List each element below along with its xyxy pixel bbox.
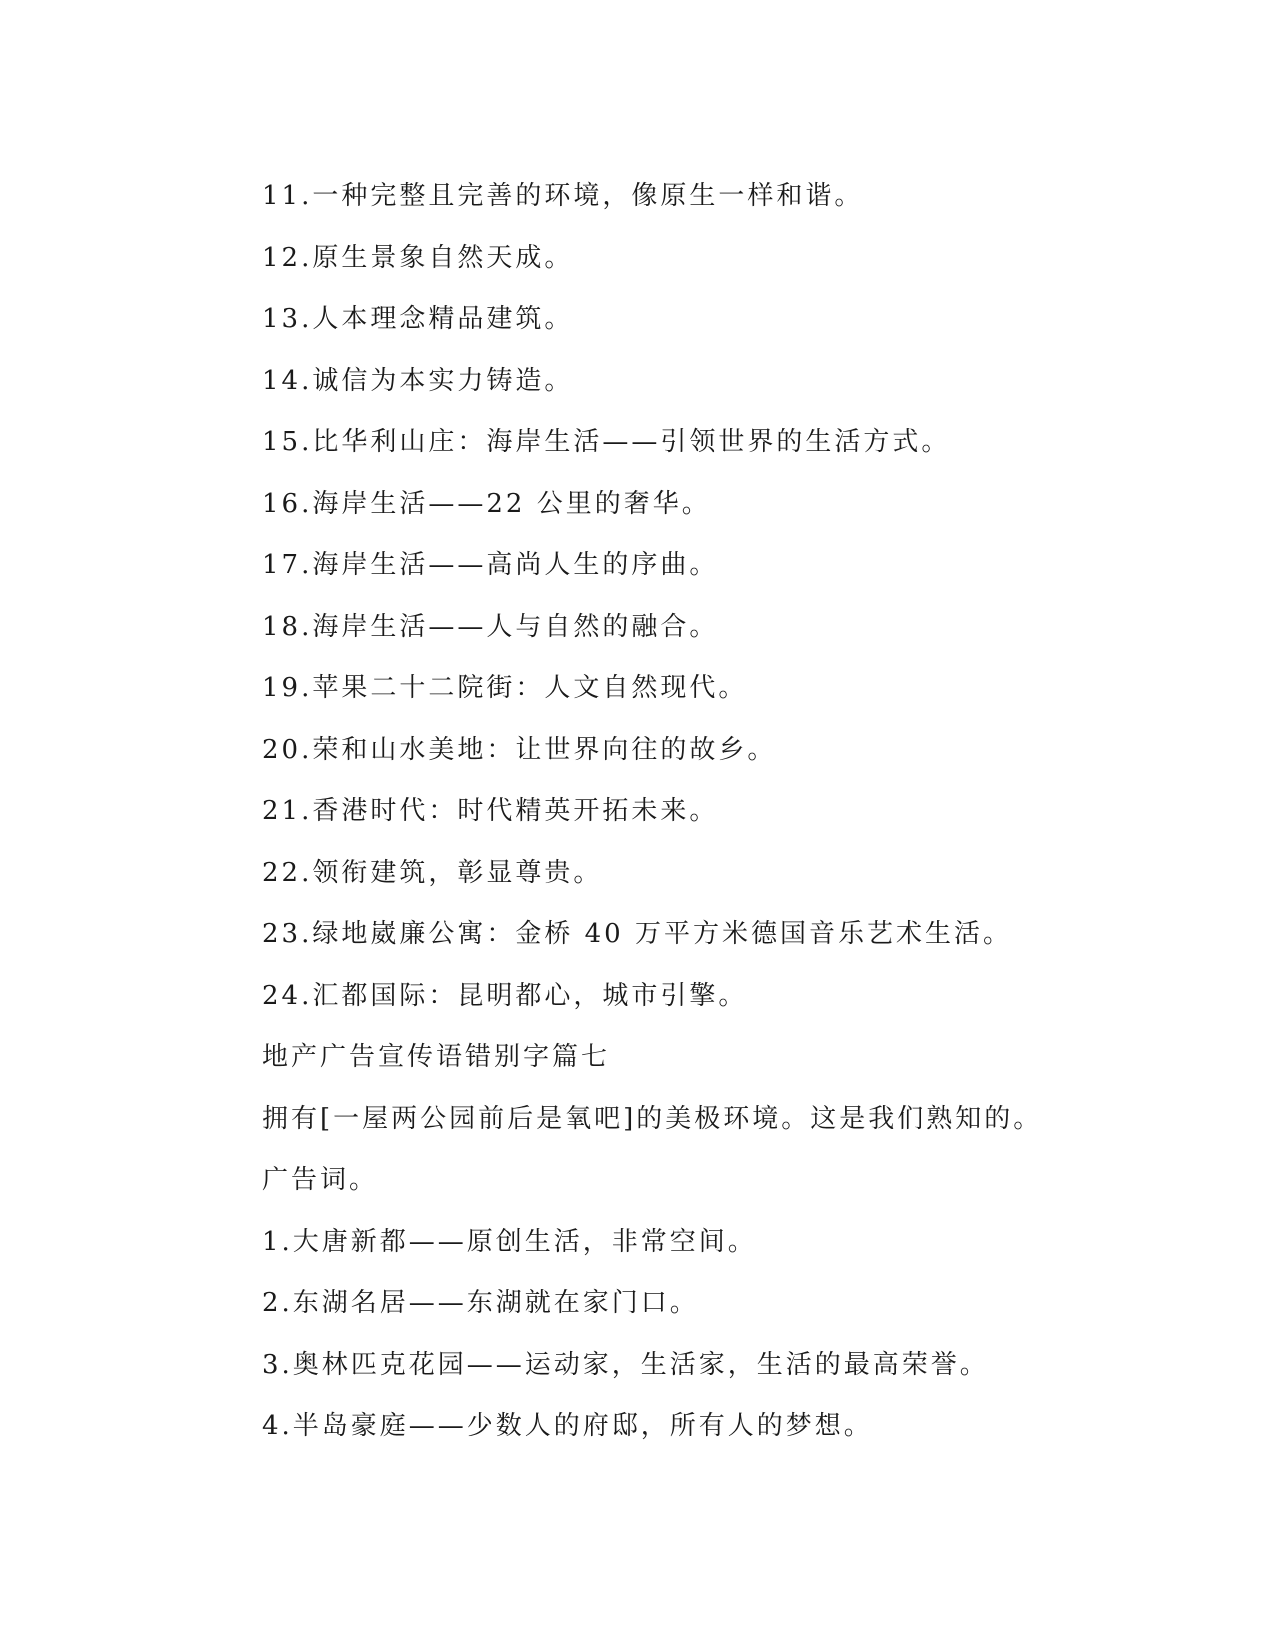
- text-line: 13.人本理念精品建筑。: [262, 304, 574, 334]
- text-line: 14.诚信为本实力铸造。: [262, 365, 574, 396]
- text-line: 19.苹果二十二院街：人文自然现代。: [262, 673, 748, 703]
- text-line: 16.海岸生活——22 公里的奢华。: [262, 488, 711, 519]
- text-line: 24.汇都国际：昆明都心，城市引擎。: [262, 980, 748, 1011]
- text-line: 18.海岸生活——人与自然的融合。: [262, 611, 719, 642]
- text-line: 20.荣和山水美地：让世界向往的故乡。: [262, 734, 777, 765]
- text-line: 1.大唐新都——原创生活，非常空间。: [262, 1226, 757, 1257]
- text-line: 22.领衔建筑，彰显尊贵。: [262, 857, 603, 888]
- text-line: 2.东湖名居——东湖就在家门口。: [262, 1288, 699, 1318]
- text-line: 广告词。: [262, 1165, 379, 1195]
- text-line: 拥有[一屋两公园前后是氧吧]的美极环境。这是我们熟知的。: [262, 1103, 1043, 1134]
- section-heading: 地产广告宣传语错别字篇七: [262, 1042, 611, 1072]
- text-line: 17.海岸生活——高尚人生的序曲。: [262, 550, 719, 580]
- text-line: 12.原生景象自然天成。: [262, 242, 574, 273]
- text-line: 11.一种完整且完善的环境，像原生一样和谐。: [262, 181, 864, 211]
- text-line: 21.香港时代：时代精英开拓未来。: [262, 796, 719, 826]
- text-line: 23.绿地崴廉公寓：金桥 40 万平方米德国音乐艺术生活。: [262, 919, 1012, 949]
- text-line: 4.半岛豪庭——少数人的府邸，所有人的梦想。: [262, 1411, 873, 1441]
- document-body: [262, 166, 1142, 1458]
- text-line: 3.奥林匹克花园——运动家，生活家，生活的最高荣誉。: [262, 1349, 989, 1380]
- text-line: 15.比华利山庄：海岸生活——引领世界的生活方式。: [262, 427, 951, 457]
